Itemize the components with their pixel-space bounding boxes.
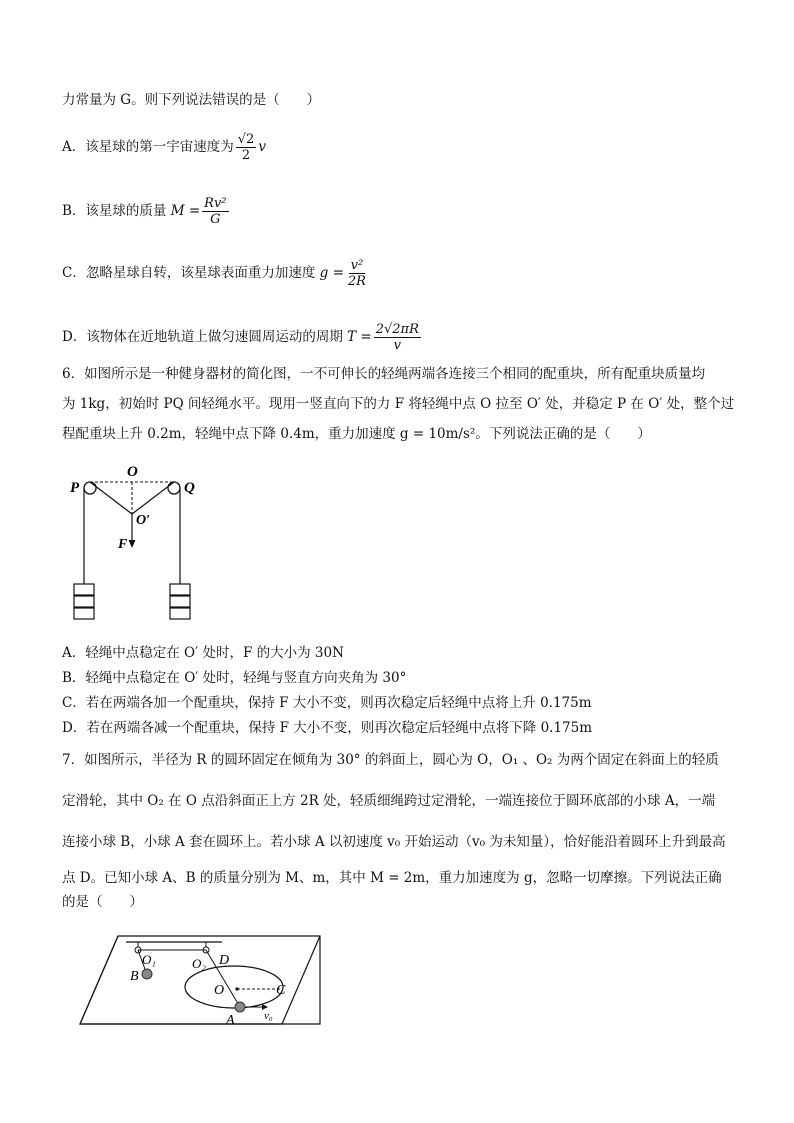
q5-option-b: B．该星球的质量 M = $\frac{\text{Rv²}}{G}$ <box>62 196 227 227</box>
q6-stem-line-3: 程配重块上升 0.2m，轻绳中点下降 0.4m，重力加速度 g = 10m/s²。下列说法正确的是（ ） <box>62 426 651 442</box>
label-o2: O₂ <box>192 956 206 971</box>
question-5-stem-tail: 力常量为 G。则下列说法错误的是（ ） <box>62 92 321 108</box>
label-a: A <box>226 1013 235 1028</box>
q6-figure <box>62 462 212 632</box>
label-v0: v₀ <box>264 1010 273 1022</box>
label-b: B <box>130 969 139 984</box>
label-o: O <box>214 983 225 998</box>
q6-option-c: C．若在两端各加一个配重块，保持 F 大小不变，则再次稳定后轻绳中点将上升 0.175m <box>62 695 592 711</box>
pulley-q <box>168 482 180 494</box>
ball-b <box>142 969 152 979</box>
q6-stem-line-1: 6．如图所示是一种健身器材的简化图，一不可伸长的轻绳两端各连接三个相同的配重块，所有配重块质量均 <box>62 366 706 382</box>
weights-left <box>74 584 94 619</box>
ball-a <box>235 1002 245 1012</box>
label-o-prime: O′ <box>136 513 151 528</box>
q7-stem-line-1: 7．如图所示，半径为 R 的圆环固定在倾角为 30° 的斜面上，圆心为 O，O₁ 、O₂ 为两个固定在斜面上的轻质 <box>62 752 719 768</box>
q7-stem-line-2: 定滑轮，其中 O₂ 在 O 点沿斜面正上方 2R 处，轻质细绳跨过定滑轮，一端连接位于圆环底部的小球 A，一端 <box>62 793 716 809</box>
label-f: F <box>118 537 128 552</box>
label-c: C <box>276 983 286 998</box>
q6-stem-line-2: 为 1kg，初始时 PQ 间轻绳水平。现用一竖直向下的力 F 将轻绳中点 O 拉至 O′ 处，并稳定 P 在 O′ 处，整个过 <box>62 396 735 412</box>
q7-stem-line-4: 点 D。已知小球 A、B 的质量分别为 M、m，其中 M = 2m，重力加速度为 g，忽略一切摩擦。下列说法正确 <box>62 870 722 886</box>
weights-right <box>170 584 190 619</box>
q5-option-c: C．忽略星球自转，该星球表面重力加速度 g = $\frac{\text{v²}}{2R}$ <box>62 258 366 289</box>
q7-figure <box>74 928 324 1028</box>
q6-option-d: D．若在两端各减一个配重块，保持 F 大小不变，则再次稳定后轻绳中点将下降 0.175m <box>62 720 593 736</box>
label-q: Q <box>184 480 195 496</box>
q5-option-a: A．该星球的第一宇宙速度为 $\frac{√2}{2}$ v <box>62 132 266 163</box>
label-p: P <box>70 480 80 496</box>
label-o1: O₁ <box>142 952 156 967</box>
q7-stem-line-3: 连接小球 B，小球 A 套在圆环上。若小球 A 以初速度 v₀ 开始运动（v₀ 为未知量），恰好能沿着圆环上升到最高 <box>62 834 726 850</box>
label-d: D <box>219 953 230 968</box>
pulley-p <box>84 482 96 494</box>
q5-option-d: D．该物体在近地轨道上做匀速圆周运动的周期 T = $\frac{2√2\pi R}{v}$ <box>62 322 419 353</box>
q6-option-a: A．轻绳中点稳定在 O′ 处时，F 的大小为 30N <box>62 645 344 661</box>
q6-option-b: B．轻绳中点稳定在 O′ 处时，轻绳与竖直方向夹角为 30° <box>62 670 407 686</box>
label-o: O <box>127 464 138 480</box>
q7-stem-line-5: 的是（ ） <box>62 894 143 910</box>
